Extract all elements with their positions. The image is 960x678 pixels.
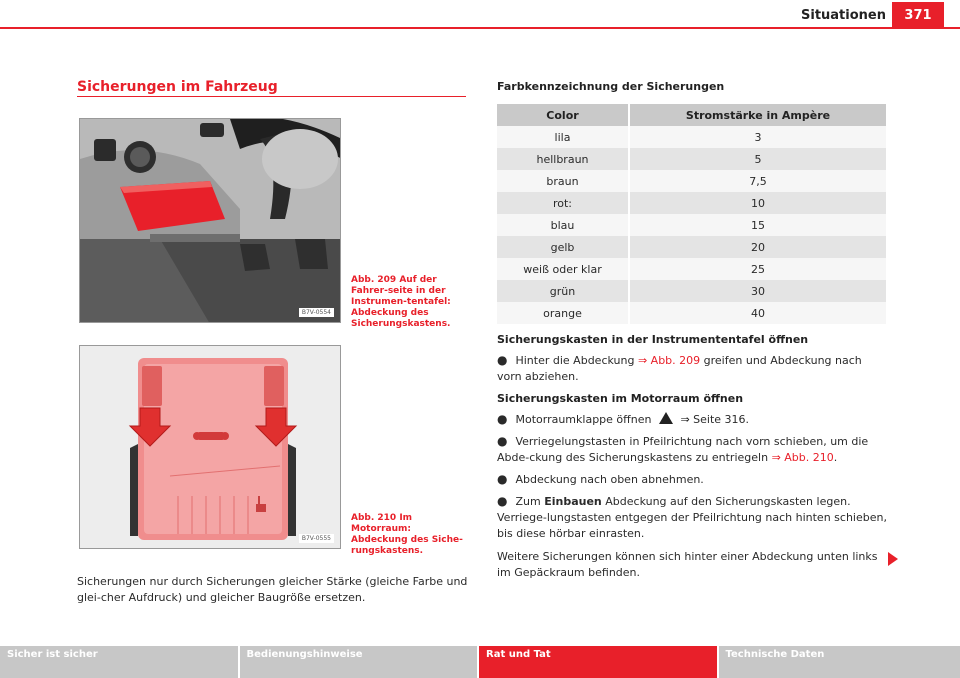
instruction-bullet	[497, 471, 887, 488]
table-row	[497, 170, 886, 192]
figure-link-210[interactable]: ⇒ Abb. 210	[771, 451, 834, 464]
footer-tab-rat-und-tat[interactable]: Rat und Tat	[479, 646, 717, 678]
table-title: Farbkennzeichnung der Sicherungen	[497, 80, 725, 93]
page-number-badge: 371	[892, 2, 944, 29]
bullet-text: Abdeckung nach oben abnehmen.	[515, 473, 704, 486]
bullet-dot-icon: ●	[497, 412, 508, 426]
engine-bay-heading: Sicherungskasten im Motorraum öffnen	[497, 392, 744, 405]
table-header-row	[497, 104, 886, 126]
cell-color: blau	[497, 214, 629, 236]
column-header-amperage: Stromstärke in Ampère	[629, 104, 886, 126]
cell-amperage: 10	[629, 192, 886, 214]
header-rule	[0, 27, 960, 29]
table-row	[497, 214, 886, 236]
table-row	[497, 192, 886, 214]
bullet-bold-text: Einbauen	[544, 495, 602, 508]
instruction-bullet	[497, 433, 887, 466]
figure-link-209[interactable]: ⇒ Abb. 209	[637, 354, 701, 367]
figure-caption: Abb. 209 Auf der Fahrer-seite in der Instrumen-tentafel: Abdeckung des Sicherungskastens.	[351, 275, 451, 329]
cell-color: lila	[497, 126, 629, 148]
table-row	[497, 280, 886, 302]
engine-bay-section	[497, 391, 887, 581]
bullet-dot-icon: ●	[497, 472, 508, 486]
bullet-text: Verriegelungstasten in Pfeilrichtung nach vorn schieben, um die Abde-ckung des Sicherungskastens zu entriegeln	[497, 435, 869, 464]
bullet-text: Motorraumklappe öffnen	[515, 413, 655, 426]
table-row	[497, 302, 886, 324]
cell-amperage: 25	[629, 258, 886, 280]
footer-tab-technische-daten[interactable]: Technische Daten	[719, 646, 960, 678]
bullet-text: ⇒ Seite 316.	[676, 413, 750, 426]
section-rule	[77, 96, 466, 97]
instruction-bullet	[497, 352, 887, 385]
cell-color: hellbraun	[497, 148, 629, 170]
figure-code: B7V-0555	[299, 534, 334, 543]
section-title: Sicherungen im Fahrzeug	[77, 79, 278, 95]
cell-color: grün	[497, 280, 629, 302]
footer-nav	[0, 646, 960, 678]
cell-amperage: 3	[629, 126, 886, 148]
figure-engine-fuse-box	[79, 345, 341, 549]
fuse-color-table	[497, 104, 886, 324]
fuse-box-illustration	[80, 346, 341, 549]
column-header-color: Color	[497, 104, 629, 126]
figure-caption: Abb. 210 Im Motorraum: Abdeckung des Siche-rungskastens.	[351, 513, 463, 556]
bullet-text: greifen und Abdeckung nach vorn abziehen.	[497, 354, 862, 383]
table-row	[497, 236, 886, 258]
footer-tab-bedienungshinweise[interactable]: Bedienungshinweise	[240, 646, 478, 678]
cell-amperage: 7,5	[629, 170, 886, 192]
figure-code: B7V-0554	[299, 308, 334, 317]
bullet-text: Abdeckung auf den Sicherungskasten legen. Verriege-lungstasten entgegen der Pfeilrichtung nach hinten schieben, bis diese hörbar einrasten.	[497, 495, 887, 540]
instruction-bullet	[497, 493, 887, 542]
dashboard-illustration	[80, 119, 341, 323]
bullet-dot-icon: ●	[497, 353, 508, 367]
cell-color: weiß oder klar	[497, 258, 629, 280]
page-header-title: Situationen	[801, 8, 886, 23]
cell-color: orange	[497, 302, 629, 324]
bullet-text: Hinter die Abdeckung	[515, 354, 638, 367]
next-page-arrow-icon[interactable]	[888, 552, 898, 566]
cell-color: braun	[497, 170, 629, 192]
bullet-dot-icon: ●	[497, 434, 508, 448]
cell-color: gelb	[497, 236, 629, 258]
bullet-text: Zum	[515, 495, 545, 508]
warning-triangle-icon	[659, 412, 673, 424]
instrument-panel-section	[497, 332, 887, 385]
cell-color: rot:	[497, 192, 629, 214]
table-row	[497, 126, 886, 148]
cell-amperage: 15	[629, 214, 886, 236]
bullet-dot-icon: ●	[497, 494, 508, 508]
bullet-text: .	[833, 451, 838, 464]
table-row	[497, 148, 886, 170]
cell-amperage: 5	[629, 148, 886, 170]
figure-dashboard-fuse-cover	[79, 118, 341, 323]
closing-paragraph: Weitere Sicherungen können sich hinter einer Abdeckung unten links im Gepäckraum befinden.	[497, 550, 878, 579]
footer-tab-sicher-ist-sicher[interactable]: Sicher ist sicher	[0, 646, 238, 678]
fuse-replacement-note: Sicherungen nur durch Sicherungen gleicher Stärke (gleiche Farbe und glei-cher Aufdruck) und gleicher Baugröße ersetzen.	[77, 575, 468, 604]
cell-amperage: 30	[629, 280, 886, 302]
cell-amperage: 40	[629, 302, 886, 324]
table-row	[497, 258, 886, 280]
cell-amperage: 20	[629, 236, 886, 258]
instruction-bullet	[497, 411, 887, 428]
instrument-panel-heading: Sicherungskasten in der Instrumententafel öffnen	[497, 333, 809, 346]
